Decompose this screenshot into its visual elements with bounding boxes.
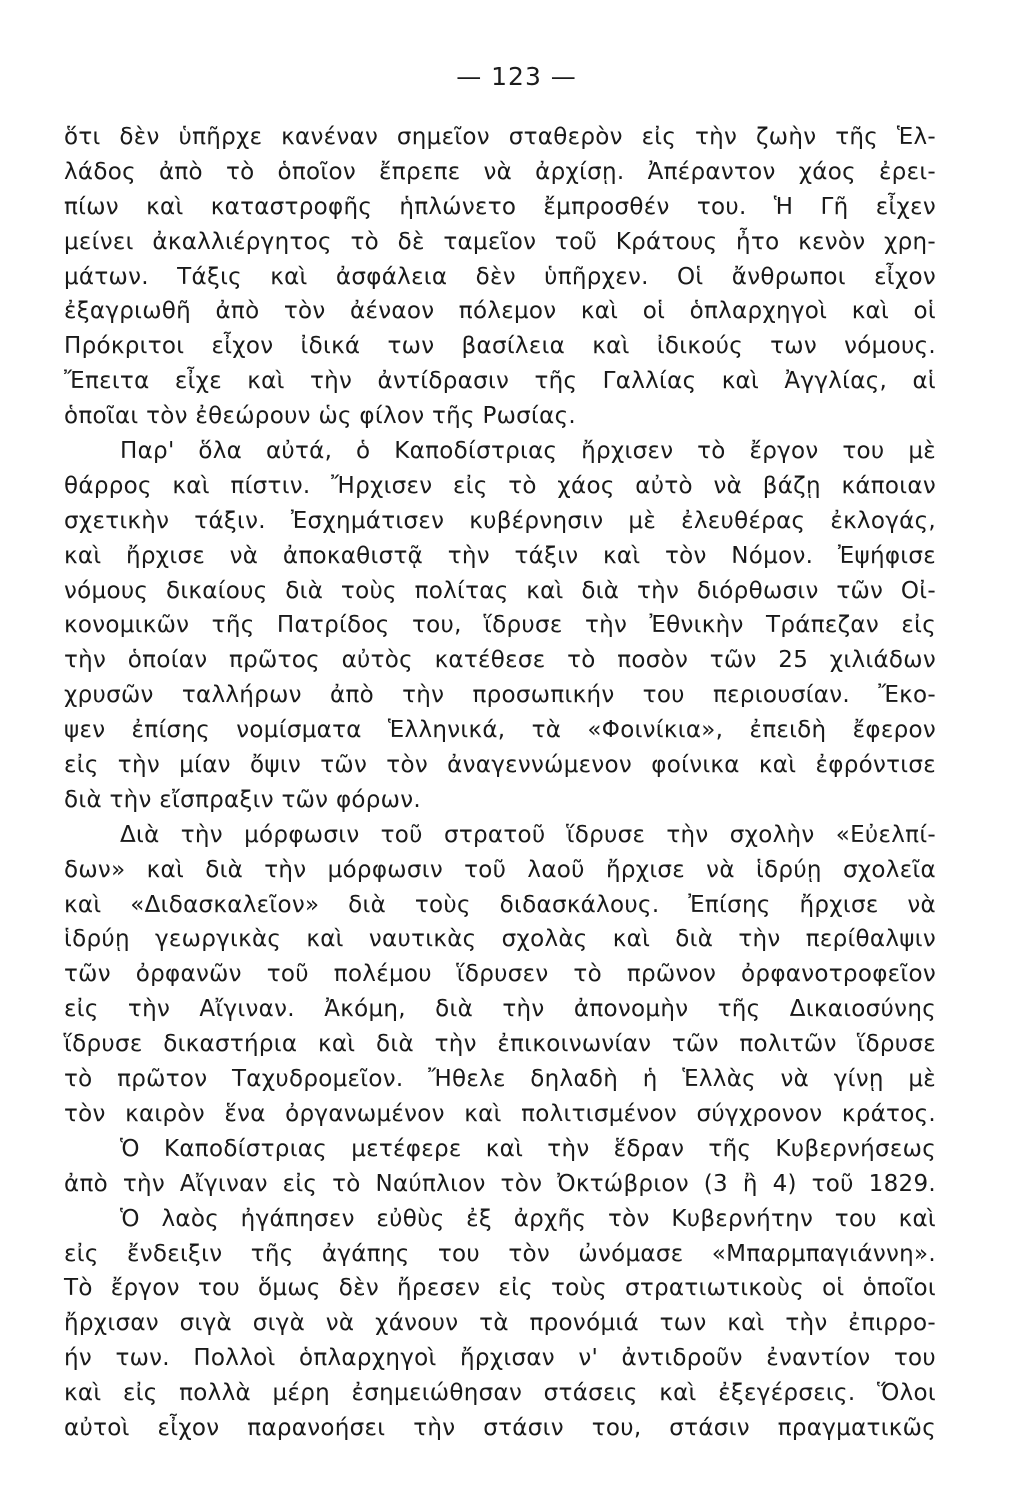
text-line: καὶ ἤρχισε νὰ ἀποκαθιστᾷ τὴν τάξιν καὶ τὸν Νόμον. Ἐψήφισε [64, 542, 936, 569]
paragraph-first-line: Διὰ τὴν μόρφωσιν τοῦ στρατοῦ ἵδρυσε τὴν σχολὴν «Εὐελπί- [120, 821, 936, 848]
text-line: ἐξαγριωθῆ ἀπὸ τὸν ἀέναον πόλεμον καὶ οἱ ὁπλαρχηγοὶ καὶ οἱ [64, 298, 936, 325]
text-line: εἰς τὴν Αἴγιναν. Ἀκόμη, διὰ τὴν ἀπονομὴν τῆς Δικαιοσύνης [64, 996, 936, 1023]
text-line: διὰ τὴν εἴσπραξιν τῶν φόρων. [64, 786, 422, 813]
text-line: κονομικῶν τῆς Πατρίδος του, ἵδρυσε τὴν Ἐθνικὴν Τράπεζαν εἰς [64, 612, 936, 639]
text-line: μείνει ἀκαλλιέργητος τὸ δὲ ταμεῖον τοῦ Κράτους ἦτο κενὸν χρη- [64, 228, 936, 255]
text-line: εἰς ἔνδειξιν τῆς ἀγάπης του τὸν ὠνόμασε «Μπαρμπαγιάννη». [64, 1240, 936, 1267]
text-line: Πρόκριτοι εἶχον ἰδικά των βασίλεια καὶ ἰδικούς των νόμους. [64, 333, 936, 360]
text-line: αὐτοὶ εἶχον παρανοήσει τὴν στάσιν του, στάσιν πραγματικῶς [64, 1414, 936, 1441]
text-line: ψεν ἐπίσης νομίσματα Ἑλληνικά, τὰ «Φοινίκια», ἐπειδὴ ἔφερον [64, 717, 936, 744]
text-line: τῶν ὀρφανῶν τοῦ πολέμου ἵδρυσεν τὸ πρῶνον ὀρφανοτροφεῖον [64, 961, 936, 988]
paragraph-first-line: Ὁ Καποδίστριας μετέφερε καὶ τὴν ἕδραν τῆς Κυβερνήσεως [120, 1135, 936, 1162]
text-line: χρυσῶν ταλλήρων ἀπὸ τὴν προσωπικήν του περιουσίαν. Ἔκο- [64, 682, 936, 709]
text-line: νόμους δικαίους διὰ τοὺς πολίτας καὶ διὰ τὴν διόρθωσιν τῶν Οἰ- [64, 577, 936, 604]
text-line: εἰς τὴν μίαν ὄψιν τῶν τὸν ἀναγεννώμενον φοίνικα καὶ ἐφρόντισε [64, 752, 936, 779]
text-line: σχετικὴν τάξιν. Ἐσχημάτισεν κυβέρνησιν μὲ ἐλευθέρας ἐκλογάς, [64, 507, 936, 534]
text-line: τὸν καιρὸν ἕνα ὀργανωμένον καὶ πολιτισμένον σύγχρονον κράτος. [64, 1100, 936, 1127]
text-line: ἱδρύῃ γεωργικὰς καὶ ναυτικὰς σχολὰς καὶ διὰ τὴν περίθαλψιν [64, 926, 936, 953]
text-line: Τὸ ἔργον του ὅμως δὲν ἤρεσεν εἰς τοὺς στρατιωτικοὺς οἱ ὁποῖοι [64, 1275, 936, 1302]
text-line: λάδος ἀπὸ τὸ ὁποῖον ἔπρεπε νὰ ἀρχίσῃ. Ἀπέραντον χάος ἐρει- [64, 158, 936, 185]
text-line: ἀπὸ τὴν Αἴγιναν εἰς τὸ Ναύπλιον τὸν Ὀκτώβριον (3 ἢ 4) τοῦ 1829. [64, 1170, 936, 1197]
page-number: — 123 — [456, 62, 577, 91]
paragraph-first-line: Παρ' ὅλα αὐτά, ὁ Καποδίστριας ἤρχισεν τὸ ἔργον του μὲ [120, 438, 936, 465]
text-line: καὶ εἰς πολλὰ μέρη ἐσημειώθησαν στάσεις καὶ ἐξεγέρσεις. Ὅλοι [64, 1380, 936, 1407]
text-line: ἤρχισαν σιγὰ σιγὰ νὰ χάνουν τὰ προνόμιά των καὶ τὴν ἐπιρρο- [64, 1310, 936, 1337]
text-line: καὶ «Διδασκαλεῖον» διὰ τοὺς διδασκάλους. Ἐπίσης ἤρχισε νὰ [64, 891, 936, 918]
text-line: τὴν ὁποίαν πρῶτος αὐτὸς κατέθεσε τὸ ποσὸν τῶν 25 χιλιάδων [64, 647, 936, 674]
text-line: ὅτι δὲν ὑπῆρχε κανέναν σημεῖον σταθερὸν εἰς τὴν ζωὴν τῆς Ἑλ- [64, 124, 936, 150]
text-line: δων» καὶ διὰ τὴν μόρφωσιν τοῦ λαοῦ ἤρχισε νὰ ἱδρύῃ σχολεῖα [64, 856, 936, 883]
paragraph-first-line: Ὁ λαὸς ἠγάπησεν εὐθὺς ἐξ ἀρχῆς τὸν Κυβερνήτην του καὶ [120, 1205, 936, 1232]
text-line: ἵδρυσε δικαστήρια καὶ διὰ τὴν ἐπικοινωνίαν τῶν πολιτῶν ἵδρυσε [64, 1031, 936, 1058]
text-line: τὸ πρῶτον Ταχυδρομεῖον. Ἤθελε δηλαδὴ ἡ Ἑλλὰς νὰ γίνῃ μὲ [64, 1066, 936, 1093]
text-line: ήν των. Πολλοὶ ὁπλαρχηγοὶ ἤρχισαν ν' ἀντιδροῦν ἐναντίον του [64, 1345, 936, 1372]
text-line: θάρρος καὶ πίστιν. Ἤρχισεν εἰς τὸ χάος αὐτὸ νὰ βάζῃ κάποιαν [64, 472, 936, 499]
text-line: Ἔπειτα εἶχε καὶ τὴν ἀντίδρασιν τῆς Γαλλίας καὶ Ἀγγλίας, αἱ [64, 368, 936, 395]
body-text [64, 120, 936, 1446]
text-line: μάτων. Τάξις καὶ ἀσφάλεια δὲν ὑπῆρχεν. Οἱ ἄνθρωποι εἶχον [64, 263, 936, 290]
text-line: πίων καὶ καταστροφῆς ἡπλώνετο ἔμπροσθέν του. Ἡ Γῆ εἶχεν [64, 193, 936, 220]
text-line: ὁποῖαι τὸν ἐθεώρουν ὡς φίλον τῆς Ρωσίας. [64, 403, 577, 430]
